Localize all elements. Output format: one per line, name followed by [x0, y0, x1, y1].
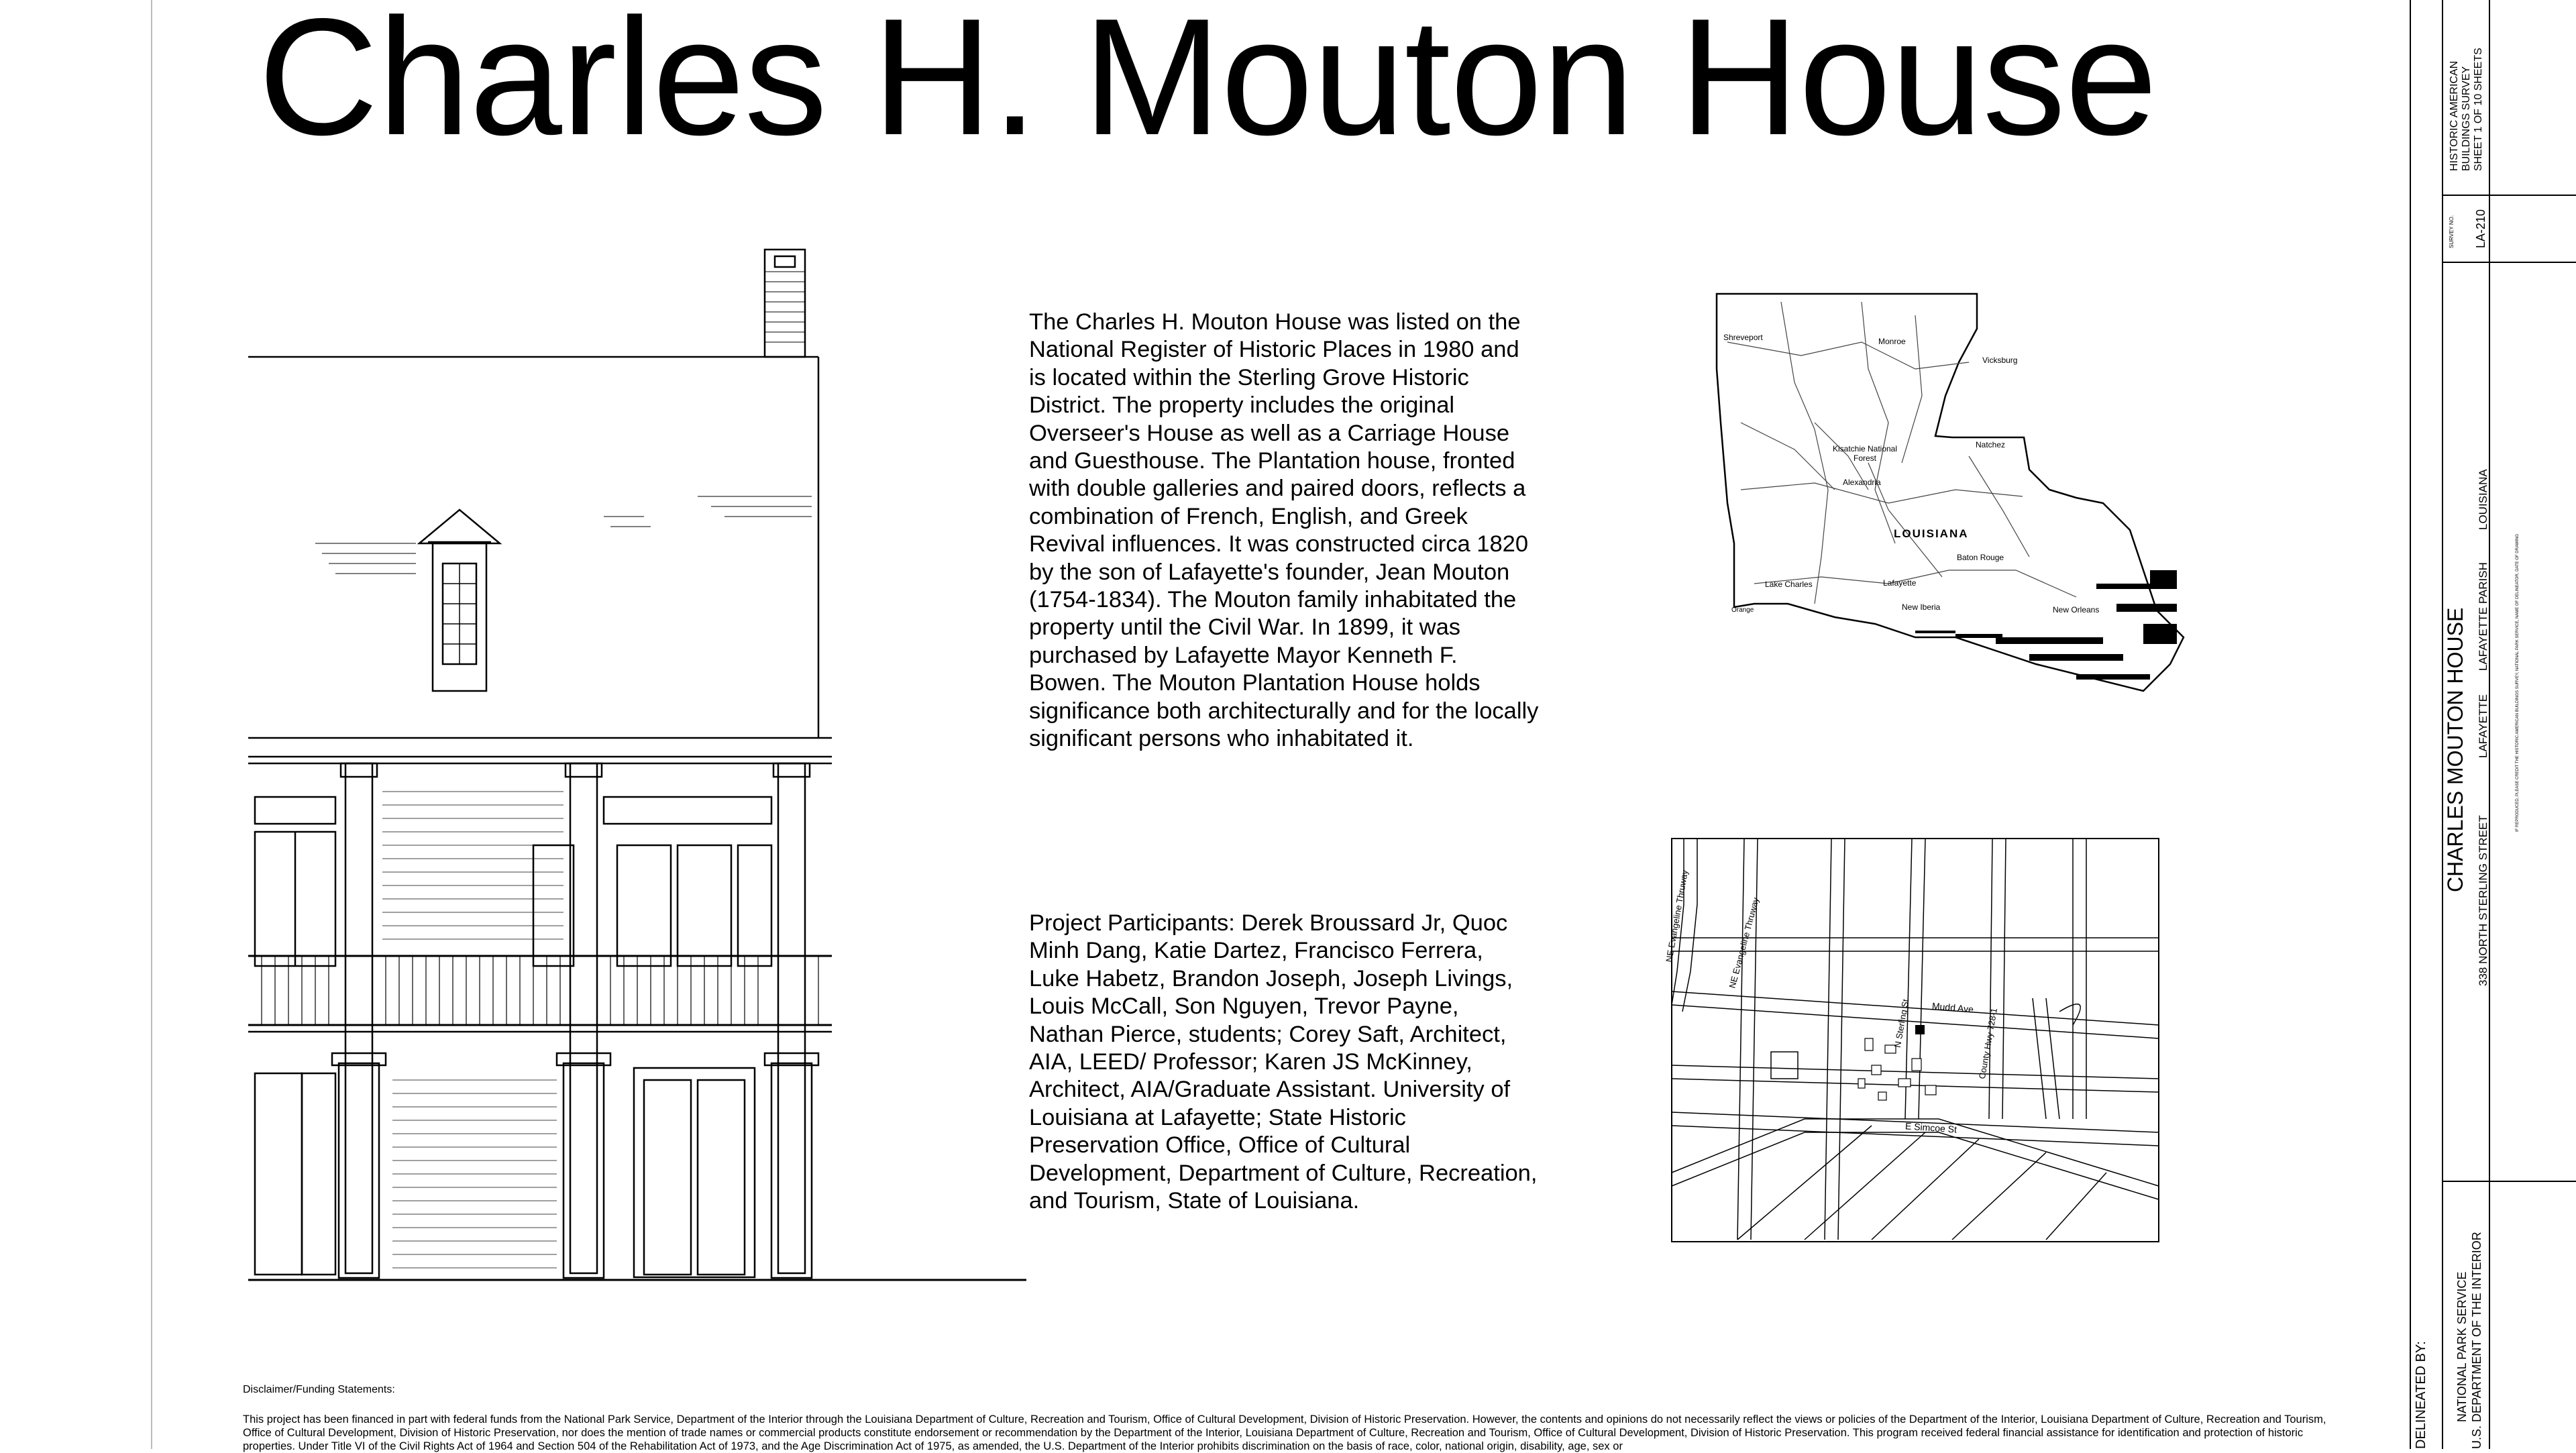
map-city-label: Lake Charles: [1765, 580, 1813, 589]
credit-fine-print: IF REPRODUCED, PLEASE CREDIT THE HISTORIC AMERICAN BUILDINGS SURVEY, NATIONAL PARK SERVICE, NAME OF DELINEATOR, DATE OF DRAWING: [2516, 533, 2520, 832]
map-city-label: New Iberia: [1902, 602, 1941, 612]
page-title: Charles H. Mouton House: [258, 0, 2157, 170]
street-label: NE Evangeline Thruway: [1727, 896, 1761, 989]
building-city: LAFAYETTE: [2477, 694, 2489, 758]
map-city-label: New Orleans: [2053, 605, 2100, 614]
street-label: NE Evangeline Thruway: [1664, 869, 1690, 963]
survey-number: LA-210: [2474, 209, 2487, 248]
map-city-label: Natchez: [1976, 440, 2006, 449]
louisiana-state-map: [1714, 288, 2197, 724]
disclaimer-text: This project has been financed in part with federal funds from the National Park Service, Department of the Interior through the Louisiana Department of Culture, Recreation and Tourism, Office of Cultural Development, Division of Historic Preservation. However, the contents and opinions do not necessarily reflect the views or policies of the Department of the Interior, Louisiana Department of Culture, Recreation and Tourism, Office of Cultural Development, Division of Historic Preservation, nor does the mention of trade names or commercial products constitute endorsement or recommendation by the Department of the Interior, Louisiana Department of Culture, Recreation and Tourism, Office of Cultural Development, Division of Historic Preservation. This program received federal financial assistance for identification and protection of historic properties. Under Title VI of the Civil Rights Act of 1964 and Section 504 of the Rehabilitation Act of 1973, and the Age Discrimination Act of 1975, as amended, the U.S. Department of the Interior prohibits discrimination on the basis of race, color, national origin, disability, age, sex or: [243, 1413, 2326, 1452]
street-label: N Sterling St: [1892, 998, 1911, 1048]
survey-name: BUILDINGS SURVEY: [2461, 66, 2472, 171]
agency-name: NATIONAL PARK SERVICE: [2455, 1271, 2469, 1422]
house-description: The Charles H. Mouton House was listed on the National Register of Historic Places in 1980 and is located within the Sterling Grove Historic District. The property includes the original Overseer's House as well as a Carriage House and Guesthouse. The Plantation house, fronted with double galleries and paired doors, reflects a combination of French, English, and Greek Revival influences. It was constructed circa 1820 by the son of Lafayette's founder, Jean Mouton (1754-1834). The Mouton family inhabitated the property until the Civil War. In 1899, it was purchased by Lafayette Mayor Kenneth F. Bowen. The Mouton Plantation House holds significance both architecturally and for the locally significant persons who inhabitated it.: [1029, 309, 1539, 752]
title-block-divider: [2442, 1181, 2576, 1182]
sheet-border: [151, 0, 152, 1449]
building-name: CHARLES MOUTON HOUSE: [2443, 607, 2467, 892]
street-label: County Hwy 728-1: [1976, 1007, 2000, 1080]
map-city-label: Monroe: [1878, 337, 1906, 346]
project-participants: Project Participants: Derek Broussard Jr, Quoc Minh Dang, Katie Dartez, Francisco Ferrera, Luke Habetz, Brandon Joseph, Joseph Livings, Louis McCall, Son Nguyen, Trevor Payne, Nathan Pierce, students; Corey Saft, Architect, AIA, LEED/ Professor; Karen JS McKinney, Architect, AIA/Graduate Assistant. University of Louisiana at Lafayette; State Historic Preservation Office, Office of Cultural Development, Department of Culture, Recreation, and Tourism, State of Louisiana.: [1029, 910, 1538, 1214]
street-label: Mudd Ave: [1931, 1000, 1974, 1015]
delineated-by-label: DELINEATED BY:: [2414, 1341, 2428, 1449]
title-block-divider: [2442, 262, 2576, 263]
house-elevation-drawing: [241, 241, 1033, 1288]
map-city-label: Kisatchie National Forest: [1832, 444, 1898, 463]
survey-number-label: SURVEY NO.: [2449, 215, 2455, 248]
building-state: LOUISIANA: [2477, 469, 2489, 530]
map-city-label: Lafayette: [1883, 578, 1917, 588]
map-city-label: Orange: [1731, 606, 1754, 614]
title-block-divider: [2442, 195, 2576, 196]
survey-name: HISTORIC AMERICAN: [2449, 60, 2460, 171]
building-parish: LAFAYETTE PARISH: [2477, 562, 2489, 671]
map-city-label: Shreveport: [1723, 333, 1763, 342]
title-block-border: [2410, 0, 2411, 1449]
disclaimer-heading: Disclaimer/Funding Statements:: [243, 1384, 395, 1395]
map-city-label: Vicksburg: [1982, 356, 2018, 365]
map-city-label: Baton Rouge: [1957, 553, 2004, 562]
map-city-label: Alexandria: [1843, 478, 1881, 487]
site-location-map: [1664, 837, 2160, 1243]
street-label: E Simcoe St: [1904, 1120, 1957, 1135]
building-address: 338 NORTH STERLING STREET: [2477, 815, 2489, 986]
agency-name: U.S. DEPARTMENT OF THE INTERIOR: [2470, 1232, 2483, 1449]
sheet-number: SHEET 1 OF 10 SHEETS: [2473, 48, 2484, 171]
map-state-label: LOUISIANA: [1894, 527, 1969, 540]
